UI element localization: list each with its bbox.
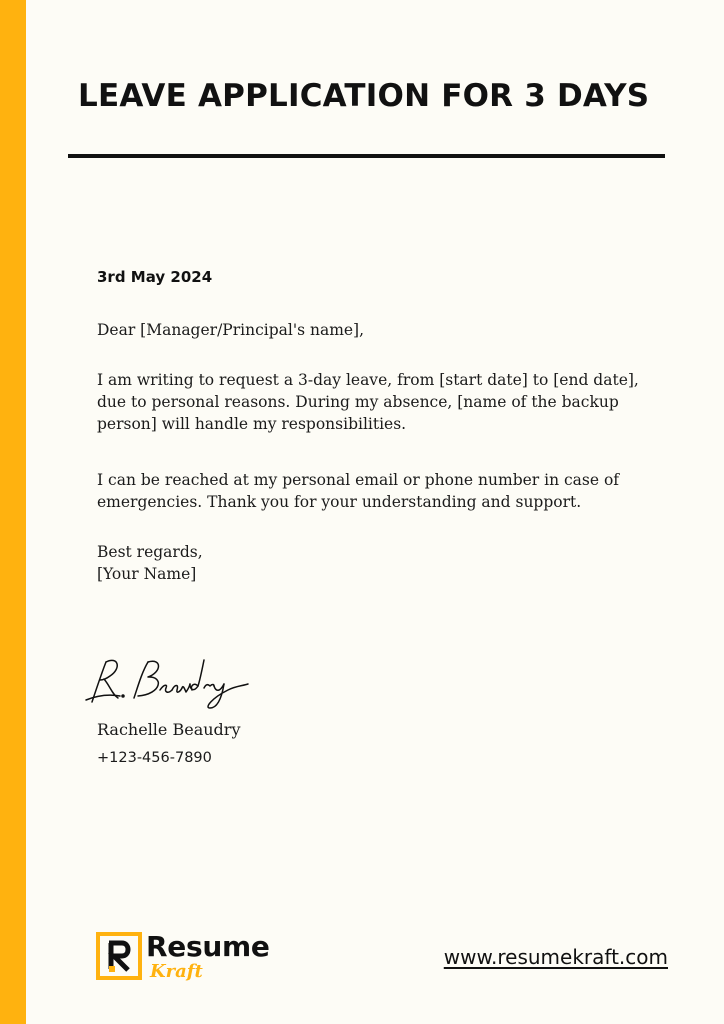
sender-name: Rachelle Beaudry (97, 720, 241, 739)
letter-date: 3rd May 2024 (97, 268, 213, 286)
title-divider (68, 154, 665, 158)
salutation: Dear [Manager/Principal's name], (97, 321, 365, 339)
resume-kraft-logo-icon (96, 932, 142, 980)
logo-word-resume: Resume (146, 930, 270, 963)
placeholder-name: [Your Name] (97, 565, 197, 583)
letter-title: LEAVE APPLICATION FOR 3 DAYS (78, 78, 650, 114)
resume-kraft-logo (96, 930, 296, 984)
closing-block (97, 541, 667, 585)
logo-word-kraft: Kraft (150, 961, 203, 982)
accent-side-bar (0, 0, 26, 1024)
handwritten-signature (82, 650, 252, 712)
closing-phrase: Best regards, (97, 543, 203, 561)
website-link[interactable]: www.resumekraft.com (443, 945, 668, 969)
sender-phone: +123-456-7890 (97, 750, 212, 766)
body-paragraph-2: I can be reached at my personal email or phone number in case of emergencies. Thank you for your understanding and support. (97, 471, 620, 511)
body-paragraph-1: I am writing to request a 3-day leave, from [start date] to [end date], due to personal reasons. During my absence, [name of the backup person] will handle my responsibilities. (97, 371, 639, 433)
